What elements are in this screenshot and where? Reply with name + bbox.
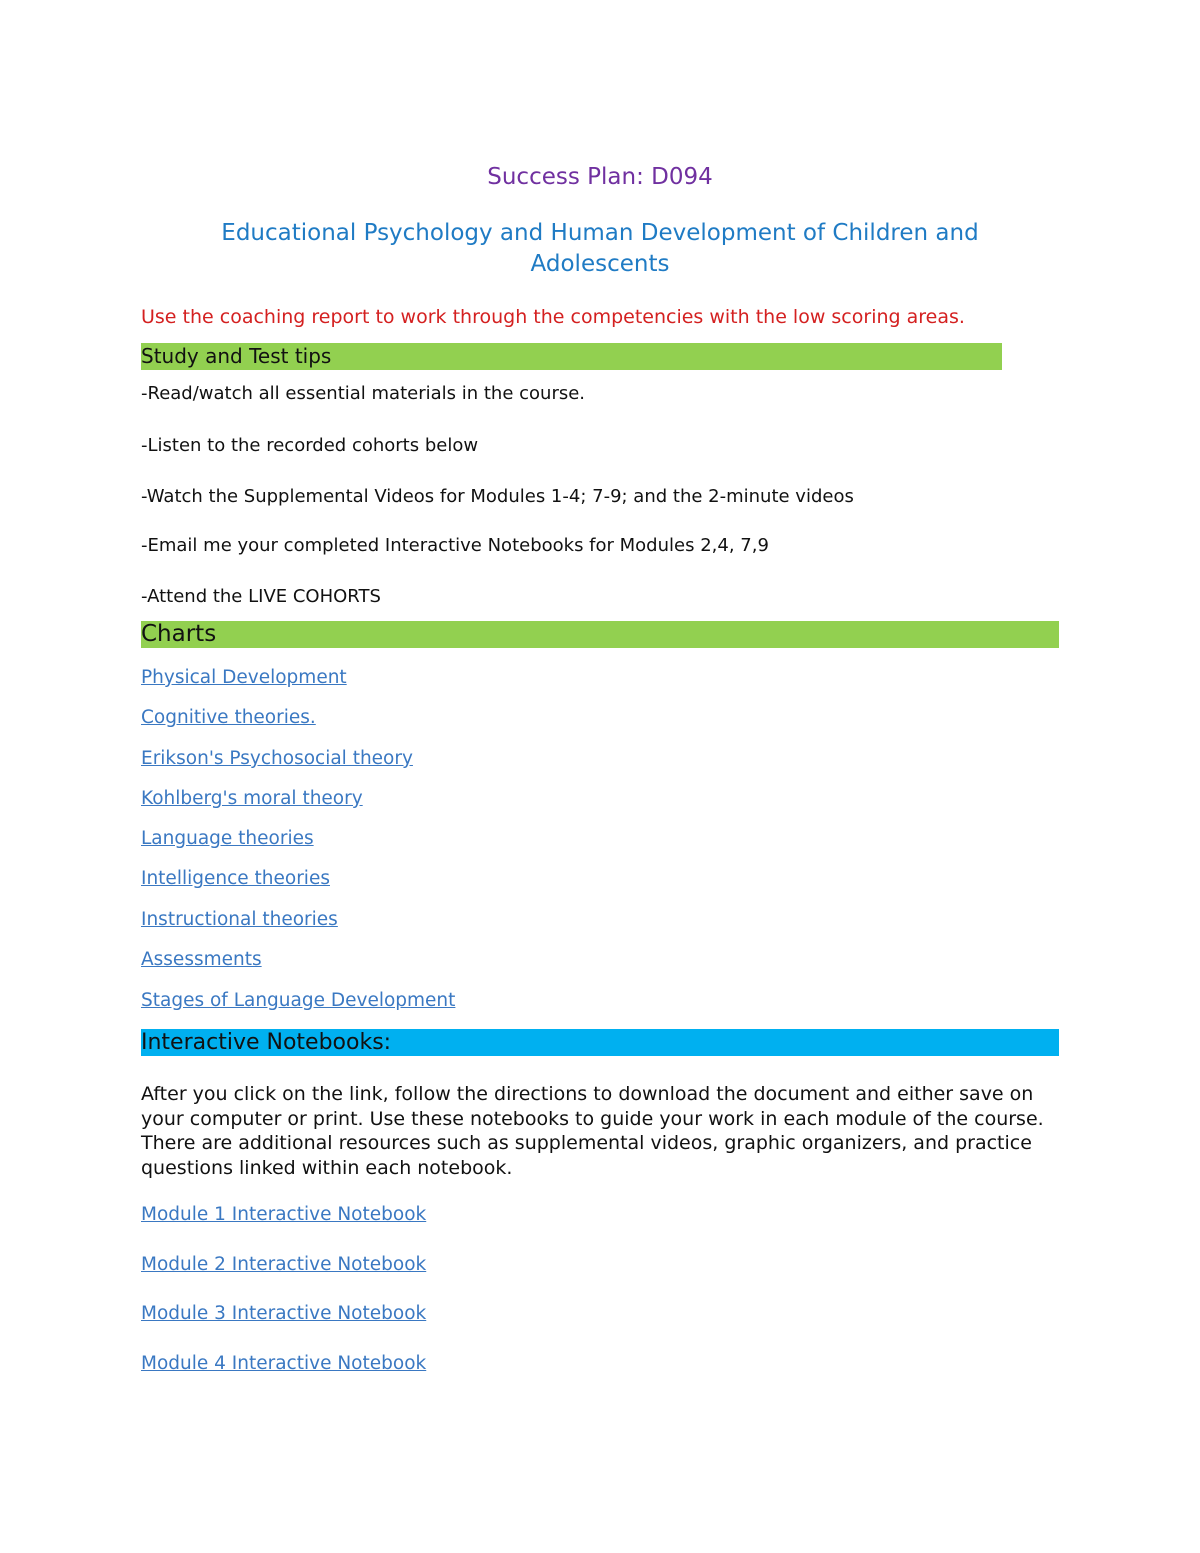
chart-link-cognitive-theories[interactable]: Cognitive theories. (141, 707, 316, 728)
chart-link-language-theories[interactable]: Language theories (141, 828, 314, 849)
charts-heading-text: Charts (141, 621, 217, 647)
module-2-notebook-link[interactable]: Module 2 Interactive Notebook (141, 1254, 427, 1275)
chart-link-assessments[interactable]: Assessments (141, 949, 262, 970)
page-title: Success Plan: D094 (487, 164, 713, 190)
module-4-notebook-link[interactable]: Module 4 Interactive Notebook (141, 1353, 427, 1374)
tip-item: -Listen to the recorded cohorts below (141, 435, 479, 456)
tip-item: -Read/watch all essential materials in the course. (141, 383, 586, 404)
notebooks-heading-text: Interactive Notebooks: (141, 1030, 392, 1055)
chart-link-instructional-theories[interactable]: Instructional theories (141, 909, 338, 930)
charts-heading (141, 621, 1059, 648)
notebooks-description: After you click on the link, follow the directions to download the document and either save on your computer or print. Use these notebooks to guide your work in each module of the course. There are additional resources such as supplemental videos, graphic organizers, and practice questions linked within each notebook. (141, 1083, 1044, 1179)
chart-link-erikson[interactable]: Erikson's Psychosocial theory (141, 748, 413, 769)
study-tips-heading-text: Study and Test tips (141, 344, 332, 368)
instruction-text: Use the coaching report to work through the competencies with the low scoring areas. (141, 306, 965, 328)
chart-link-kohlberg[interactable]: Kohlberg's moral theory (141, 788, 363, 809)
tip-item: -Watch the Supplemental Videos for Modules 1-4; 7-9; and the 2-minute videos (141, 486, 854, 507)
chart-link-intelligence-theories[interactable]: Intelligence theories (141, 868, 330, 889)
chart-link-physical-development[interactable]: Physical Development (141, 667, 347, 688)
notebooks-heading (141, 1029, 1059, 1056)
course-subtitle: Educational Psychology and Human Development of Children and Adolescents (221, 220, 979, 277)
study-tips-heading (141, 343, 1002, 370)
module-1-notebook-link[interactable]: Module 1 Interactive Notebook (141, 1204, 427, 1225)
module-3-notebook-link[interactable]: Module 3 Interactive Notebook (141, 1303, 427, 1324)
tip-item: -Email me your completed Interactive Notebooks for Modules 2,4, 7,9 (141, 535, 769, 556)
tip-item: -Attend the LIVE COHORTS (141, 586, 381, 607)
chart-link-language-stages[interactable]: Stages of Language Development (141, 990, 456, 1011)
